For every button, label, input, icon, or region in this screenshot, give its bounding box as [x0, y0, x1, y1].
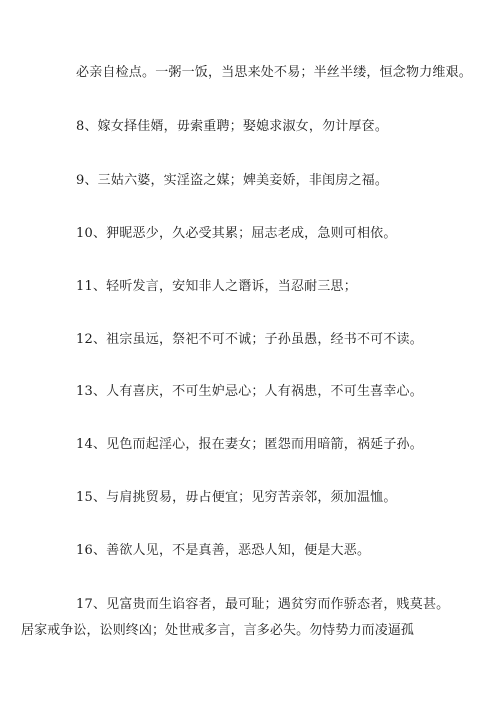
text-line: 11、轻听发言，安知非人之谮诉，当忍耐三思；	[76, 279, 357, 294]
text-line: 14、见色而起淫心，报在妻女；匿怨而用暗箭，祸延子孙。	[76, 437, 423, 452]
text-line: 12、祖宗虽远，祭祀不可不诚；子孙虽愚，经书不可不读。	[76, 332, 423, 347]
text-line: 15、与肩挑贸易，毋占便宜；见穷苦亲邻，须加温恤。	[76, 490, 397, 505]
text-line: 16、善欲人见，不是真善，恶恐人知，便是大恶。	[76, 543, 371, 558]
text-line: 8、嫁女择佳婿，毋索重聘；娶媳求淑女，勿计厚奁。	[76, 119, 389, 134]
text-line: 必亲自检点。一粥一饭，当思来处不易；半丝半缕，恒念物力维艰。	[76, 65, 473, 80]
text-line: 10、狎昵恶少，久必受其累；屈志老成，急则可相依。	[76, 226, 397, 241]
text-line: 17、见富贵而生谄容者，最可耻；遇贫穷而作骄态者，贱莫甚。	[76, 597, 450, 612]
text-line: 居家戒争讼，讼则终凶；处世戒多言，言多必失。勿恃势力而凌逼孤	[21, 623, 415, 638]
text-line: 13、人有喜庆，不可生妒忌心；人有祸患，不可生喜幸心。	[76, 384, 423, 399]
text-line: 9、三姑六婆，实淫盗之媒；婢美妾娇，非闺房之福。	[76, 173, 389, 188]
